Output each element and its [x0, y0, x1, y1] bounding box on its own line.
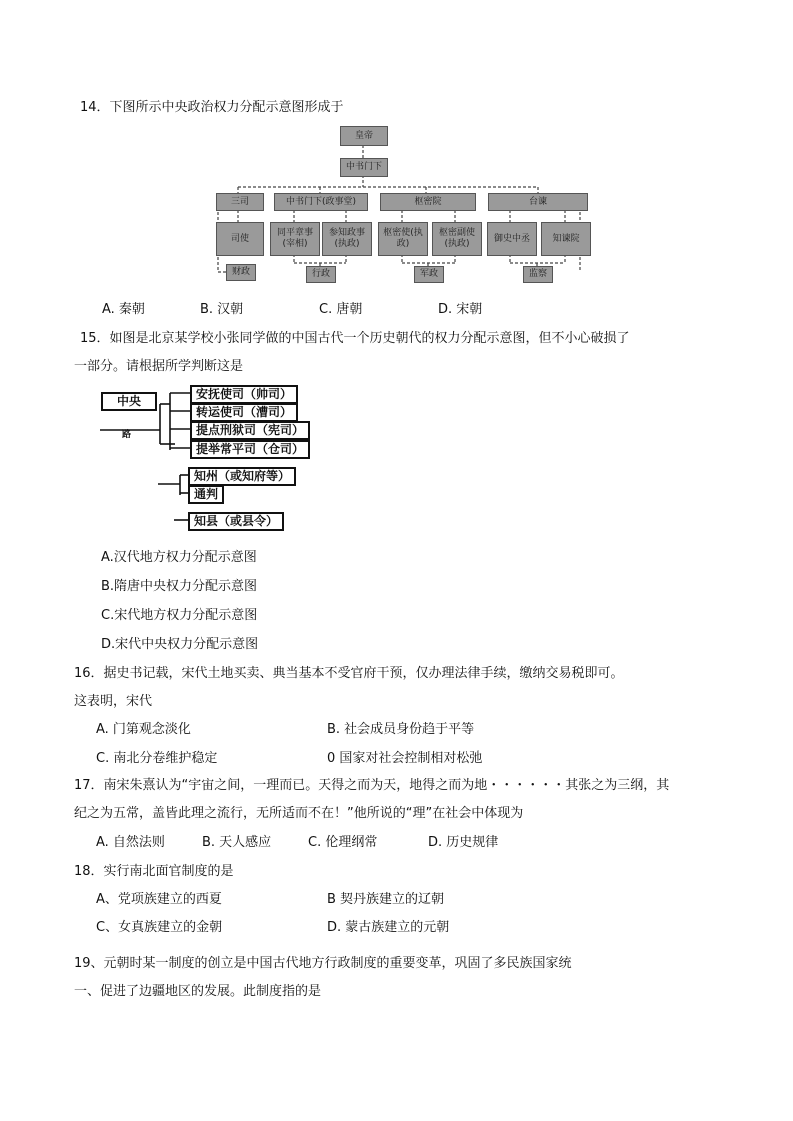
q14-option-c[interactable]: C. 唐朝 [319, 302, 363, 317]
q16-option-c[interactable]: C. 南北分卷维护稳定 [96, 751, 218, 766]
diagram-branch-box: 三司 [216, 193, 264, 211]
q18-option-b[interactable]: B 契丹族建立的辽朝 [327, 892, 445, 907]
q15-option-b[interactable]: B.隋唐中央权力分配示意图 [101, 579, 258, 594]
q16-option-d[interactable]: 0 国家对社会控制相对松弛 [327, 751, 483, 766]
q16-option-a[interactable]: A. 门第观念淡化 [96, 722, 191, 737]
map-road-box: 转运使司（漕司） [190, 403, 298, 422]
diagram-leaf-box: 枢密使(执政) [378, 222, 428, 256]
diagram-bottom-box: 军政 [414, 266, 444, 283]
map-county-box: 知县（或县令） [188, 512, 284, 531]
q18-option-a[interactable]: A、党项族建立的西夏 [96, 892, 222, 907]
q14-option-d[interactable]: D. 宋朝 [438, 302, 483, 317]
q18-stem: 18．实行南北面官制度的是 [74, 864, 234, 879]
q15-diagram-lines [0, 0, 793, 560]
q14-stem: 14．下图所示中央政治权力分配示意图形成于 [80, 100, 344, 115]
map-prefecture-box: 知州（或知府等） [188, 467, 296, 486]
diagram-branch-box: 枢密院 [380, 193, 476, 211]
diagram-bottom-box: 监察 [523, 266, 553, 283]
diagram-leaf-box: 参知政事(执政) [322, 222, 372, 256]
q17-option-a[interactable]: A. 自然法则 [96, 835, 165, 850]
q19-stem-line2: 一、促进了边疆地区的发展。此制度指的是 [74, 984, 322, 999]
diagram-leaf-box: 同平章事(宰相) [270, 222, 320, 256]
map-mid-label: 路 [122, 430, 132, 440]
q15-option-a[interactable]: A.汉代地方权力分配示意图 [101, 550, 257, 565]
q16-stem-line1: 16．据史书记载，宋代土地买卖、典当基本不受官府干预，仅办理法律手续，缴纳交易税即可。 [74, 666, 624, 681]
map-center-box: 中央 [101, 392, 157, 411]
map-road-box: 提举常平司（仓司） [190, 440, 310, 459]
map-prefecture-box: 通判 [188, 485, 224, 504]
diagram-leaf-box: 司使 [216, 222, 264, 256]
diagram-branch-box: 台谏 [488, 193, 588, 211]
q14-option-b[interactable]: B. 汉朝 [200, 302, 244, 317]
q16-stem-line2: 这表明，宋代 [74, 694, 153, 709]
q16-option-b[interactable]: B. 社会成员身份趋于平等 [327, 722, 475, 737]
diagram-top-box: 皇帝 [340, 126, 388, 146]
q15-option-c[interactable]: C.宋代地方权力分配示意图 [101, 608, 258, 623]
q18-option-d[interactable]: D. 蒙古族建立的元朝 [327, 920, 450, 935]
q15-stem-line1: 15．如图是北京某学校小张同学做的中国古代一个历史朝代的权力分配示意图，但不小心破损了 [80, 331, 630, 346]
diagram-second-box: 中书门下 [340, 158, 388, 177]
q15-option-d[interactable]: D.宋代中央权力分配示意图 [101, 637, 259, 652]
q19-stem-line1: 19、元朝时某一制度的创立是中国古代地方行政制度的重要变革，巩固了多民族国家统 [74, 956, 572, 971]
q17-option-d[interactable]: D. 历史规律 [428, 835, 499, 850]
diagram-leaf-box: 御史中丞 [487, 222, 537, 256]
q15-stem-line2: 一部分。请根据所学判断这是 [74, 359, 244, 374]
q17-option-b[interactable]: B. 天人感应 [202, 835, 272, 850]
q18-option-c[interactable]: C、女真族建立的金朝 [96, 920, 223, 935]
diagram-leaf-box: 知谏院 [541, 222, 591, 256]
diagram-bottom-box: 财政 [226, 264, 256, 281]
diagram-bottom-box: 行政 [306, 266, 336, 283]
map-road-box: 提点刑狱司（宪司） [190, 421, 310, 440]
q17-stem-line2: 纪之为五常，盖皆此理之流行，无所适而不在！”他所说的“理”在社会中体现为 [74, 806, 524, 821]
q14-option-a[interactable]: A. 秦朝 [102, 302, 145, 317]
map-road-box: 安抚使司（帅司） [190, 385, 298, 404]
diagram-branch-box: 中书门下(政事堂) [274, 193, 368, 211]
q17-option-c[interactable]: C. 伦理纲常 [308, 835, 378, 850]
diagram-leaf-box: 枢密副使(执政) [432, 222, 482, 256]
q17-stem-line1: 17．南宋朱熹认为“宇宙之间，一理而已。天得之而为天，地得之而为地・・・・・・其张之为三纲，其 [74, 778, 670, 793]
